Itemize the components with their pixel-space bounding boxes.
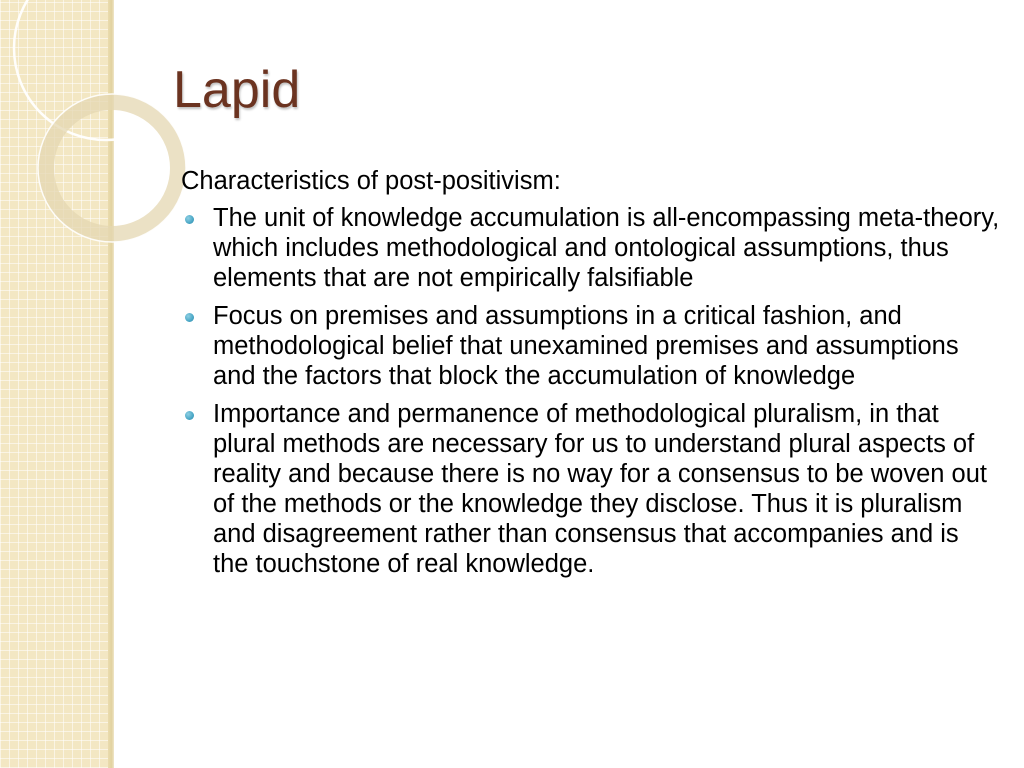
slide-body (181, 166, 1001, 587)
bullet-dot-icon (185, 411, 194, 420)
bullet-item (181, 203, 1001, 293)
bullet-item (181, 301, 1001, 391)
decorative-ring-bottom-highlight (38, 94, 186, 242)
slide-title: Lapid (173, 61, 301, 119)
bullet-text: Importance and permanence of methodological pluralism, in that plural methods are necessary for us to understand plural aspects of reality and because there is no way for a consensus to be woven out of the methods or the knowledge they disclose. Thus it is pluralism and disagreement rather than consensus that accompanies and is the touchstone of real knowledge. (213, 400, 987, 578)
decorative-ring-top (14, 0, 198, 140)
bullet-dot-icon (185, 215, 194, 224)
bullet-text: The unit of knowledge accumulation is all-encompassing meta-theory, which includes methodological and ontological assumptions, thus elements that are not empirically falsifiable (213, 204, 1000, 292)
bullet-text: Focus on premises and assumptions in a critical fashion, and methodological belief that unexamined premises and assumptions and the factors that block the accumulation of knowledge (213, 302, 959, 390)
bullet-list (181, 203, 1001, 579)
intro-line: Characteristics of post-positivism: (181, 167, 561, 195)
decorative-ring-bottom (46, 102, 178, 234)
bullet-dot-icon (185, 313, 194, 322)
bullet-item (181, 399, 1001, 579)
